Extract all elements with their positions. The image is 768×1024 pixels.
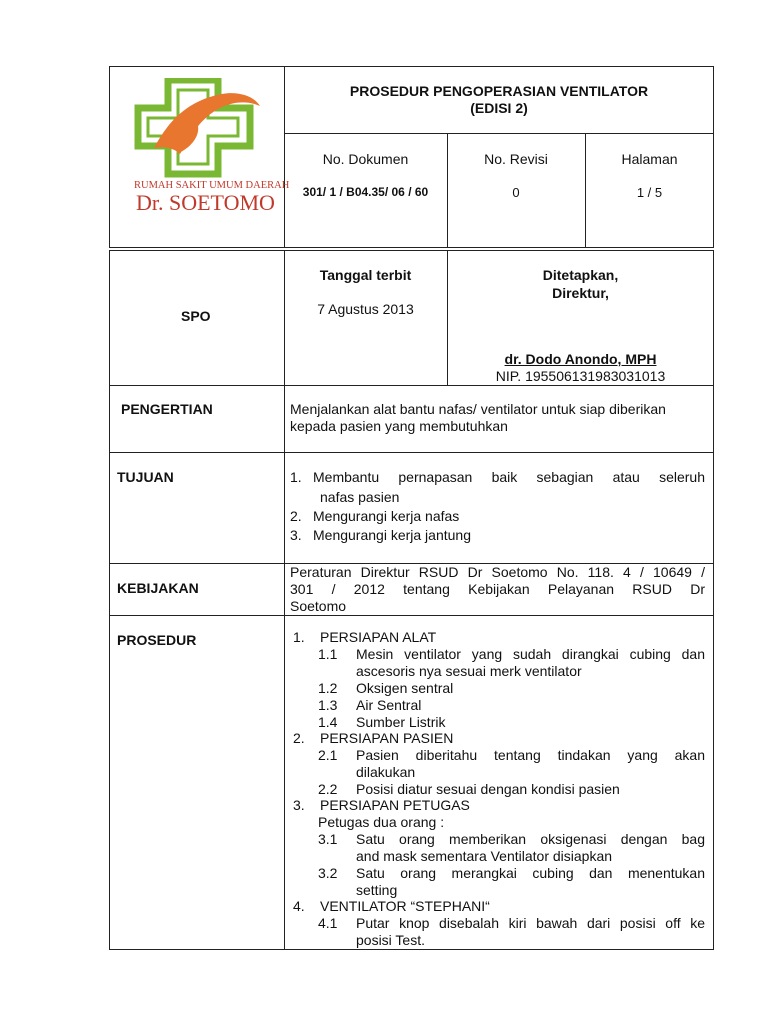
- prosedur-s2-1-line2: dilakukan: [356, 764, 416, 780]
- revision-value: 0: [512, 185, 520, 200]
- prosedur-s4-1-line2: posisi Test.: [356, 932, 425, 948]
- approved-by-role: Direktur,: [552, 285, 609, 301]
- prosedur-s4-title: VENTILATOR “STEPHANI“: [320, 898, 490, 914]
- issued-date-value: 7 Agustus 2013: [317, 301, 414, 317]
- page-label: Halaman: [621, 151, 678, 167]
- prosedur-s1-1-line1: Mesin ventilator yang sudah dirangkai cubing dan: [356, 646, 705, 662]
- signer-nip: NIP. 195506131983031013: [495, 368, 666, 384]
- prosedur-s4-1-line1: Putar knop disebalah kiri bawah dari posisi off ke: [356, 915, 705, 931]
- prosedur-s2-2-text: Posisi diatur sesuai dengan kondisi pasien: [356, 781, 620, 797]
- prosedur-s3-1-num: 3.1: [318, 831, 338, 847]
- prosedur-s3-title: PERSIAPAN PETUGAS: [320, 797, 470, 813]
- tujuan-label: TUJUAN: [117, 469, 174, 485]
- doc-number-label: No. Dokumen: [322, 151, 409, 167]
- prosedur-s1-3-num: 1.3: [318, 697, 338, 713]
- tujuan-item-1-line1: Membantu pernapasan baik sebagian atau seleruh: [313, 469, 705, 485]
- prosedur-s1-1-line2: ascesoris nya sesuai merk ventilator: [356, 663, 582, 679]
- kebijakan-text-2: 301 / 2012 tentang Kebijakan Pelayanan RSUD Dr: [290, 581, 705, 597]
- prosedur-s2-2-num: 2.2: [318, 781, 338, 797]
- kebijakan-label: KEBIJAKAN: [117, 580, 199, 596]
- page-value: 1 / 5: [636, 185, 663, 200]
- prosedur-s1-2-num: 1.2: [318, 680, 338, 696]
- logo-text-name: Dr. SOETOMO: [136, 190, 275, 215]
- issued-date-label: Tanggal terbit: [319, 267, 412, 283]
- prosedur-s4-1-num: 4.1: [318, 915, 338, 931]
- prosedur-s1-4-text: Sumber Listrik: [356, 714, 446, 730]
- prosedur-s1-title: PERSIAPAN ALAT: [320, 629, 437, 645]
- signer-name: dr. Dodo Anondo, MPH: [504, 351, 657, 367]
- prosedur-s2-1-num: 2.1: [318, 747, 338, 763]
- prosedur-s1-num: 1.: [293, 629, 305, 645]
- prosedur-s1-1-num: 1.1: [318, 646, 338, 662]
- prosedur-s1-3-text: Air Sentral: [356, 697, 422, 713]
- prosedur-s3-1-line1: Satu orang memberikan oksigenasi dengan bag: [356, 831, 705, 847]
- tujuan-item-3-text: Mengurangi kerja jantung: [313, 527, 471, 543]
- prosedur-s4-num: 4.: [293, 898, 305, 914]
- pengertian-text-1: Menjalankan alat bantu nafas/ ventilator untuk siap diberikan: [290, 401, 666, 417]
- prosedur-s3-num: 3.: [293, 797, 305, 813]
- prosedur-s1-4-num: 1.4: [318, 714, 338, 730]
- hospital-logo: [130, 78, 290, 218]
- prosedur-s3-2-num: 3.2: [318, 865, 338, 881]
- pengertian-label: PENGERTIAN: [121, 401, 213, 417]
- doc-number-value: 301/ 1 / B04.35/ 06 / 60: [302, 185, 429, 199]
- prosedur-s2-1-line1: Pasien diberitahu tentang tindakan yang akan: [356, 747, 705, 763]
- approved-by-label: Ditetapkan,: [542, 267, 619, 283]
- prosedur-s3-1-line2: and mask sementara Ventilator disiapkan: [356, 848, 613, 864]
- spo-label: SPO: [181, 308, 211, 324]
- kebijakan-text-3: Soetomo: [290, 598, 347, 614]
- document-title: PROSEDUR PENGOPERASIAN VENTILATOR: [349, 83, 649, 99]
- revision-label: No. Revisi: [484, 151, 548, 167]
- prosedur-s3-note: Petugas dua orang :: [318, 814, 445, 830]
- tujuan-item-3-num: 3.: [290, 527, 302, 543]
- prosedur-label: PROSEDUR: [117, 632, 197, 648]
- document-edition: (EDISI 2): [470, 100, 528, 116]
- prosedur-s3-2-line2: setting: [356, 882, 398, 898]
- tujuan-item-2-text: Mengurangi kerja nafas: [313, 508, 460, 524]
- logo-text-top: RUMAH SAKIT UMUM DAERAH: [134, 180, 290, 191]
- cross-logo-icon: [130, 78, 275, 178]
- prosedur-s2-num: 2.: [293, 730, 305, 746]
- prosedur-s3-2-line1: Satu orang merangkai cubing dan menentukan: [356, 865, 705, 881]
- tujuan-item-1-line2: nafas pasien: [320, 489, 400, 505]
- tujuan-item-2-num: 2.: [290, 508, 302, 524]
- tujuan-item-1-num: 1.: [290, 469, 302, 485]
- kebijakan-text-1: Peraturan Direktur RSUD Dr Soetomo No. 118. 4 / 10649 /: [290, 564, 705, 580]
- prosedur-s1-2-text: Oksigen sentral: [356, 680, 454, 696]
- pengertian-text-2: kepada pasien yang membutuhkan: [290, 418, 508, 434]
- prosedur-s2-title: PERSIAPAN PASIEN: [320, 730, 454, 746]
